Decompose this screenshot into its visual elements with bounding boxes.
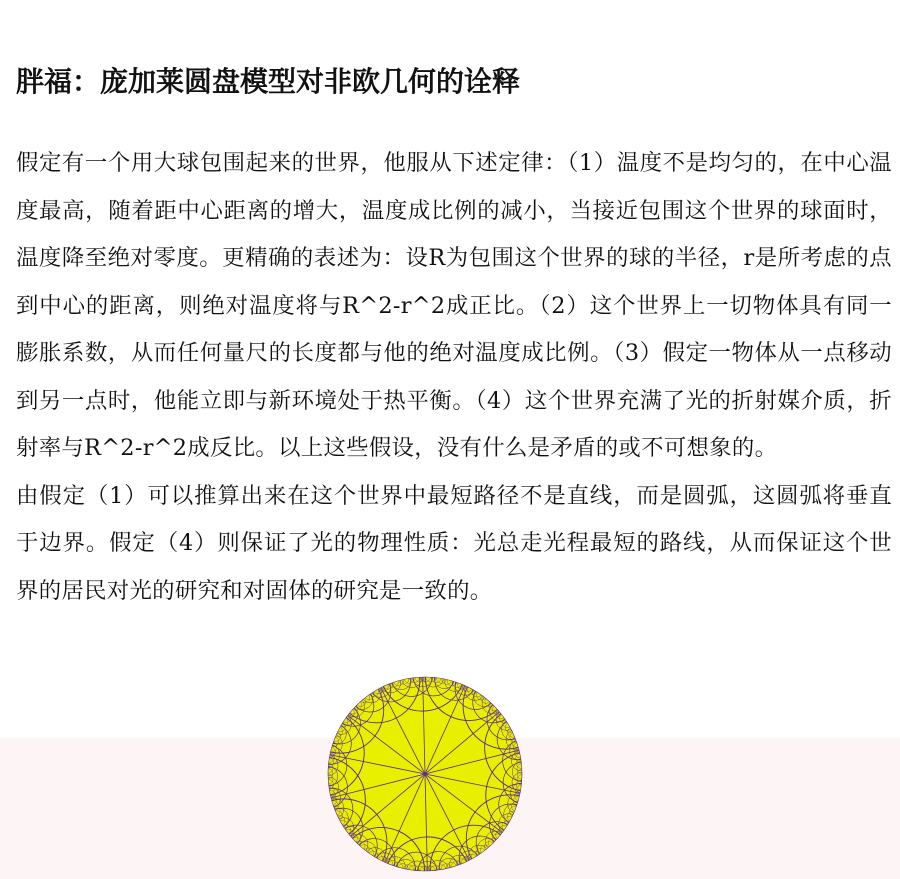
article-title: 胖福：庞加莱圆盘模型对非欧几何的诠释 xyxy=(16,65,521,98)
poincare-disk-figure xyxy=(325,674,525,879)
article-body xyxy=(16,140,892,615)
article-paragraph-2: 由假定（1）可以推算出来在这个世界中最短路径不是直线，而是圆弧，这圆弧将垂直于边界。假定（4）则保证了光的物理性质：光总走光程最短的路线，从而保证这个世界的居民对光的研究和对固体的研究是一致的。 xyxy=(16,482,892,604)
figure-caption xyxy=(300,872,720,879)
poincare-disk-image xyxy=(325,674,525,879)
article-paragraph-1: 假定有一个用大球包围起来的世界，他服从下述定律：（1）温度不是均匀的，在中心温度最高，随着距中心距离的增大，温度成比例的减小，当接近包围这个世界的球面时，温度降至绝对零度。更精确的表述为：设R为包围这个世界的球的半径，r是所考虑的点到中心的距离，则绝对温度将与R^2-r^2成正比。（2）这个世界上一切物体具有同一膨胀系数，从而任何量尺的长度都与他的绝对温度成比例。（3）假定一物体从一点移动到另一点时，他能立即与新环境处于热平衡。（4）这个世界充满了光的折射媒介质，折射率与R^2-r^2成反比。以上这些假设，没有什么是矛盾的或不可想象的。 xyxy=(16,150,892,461)
